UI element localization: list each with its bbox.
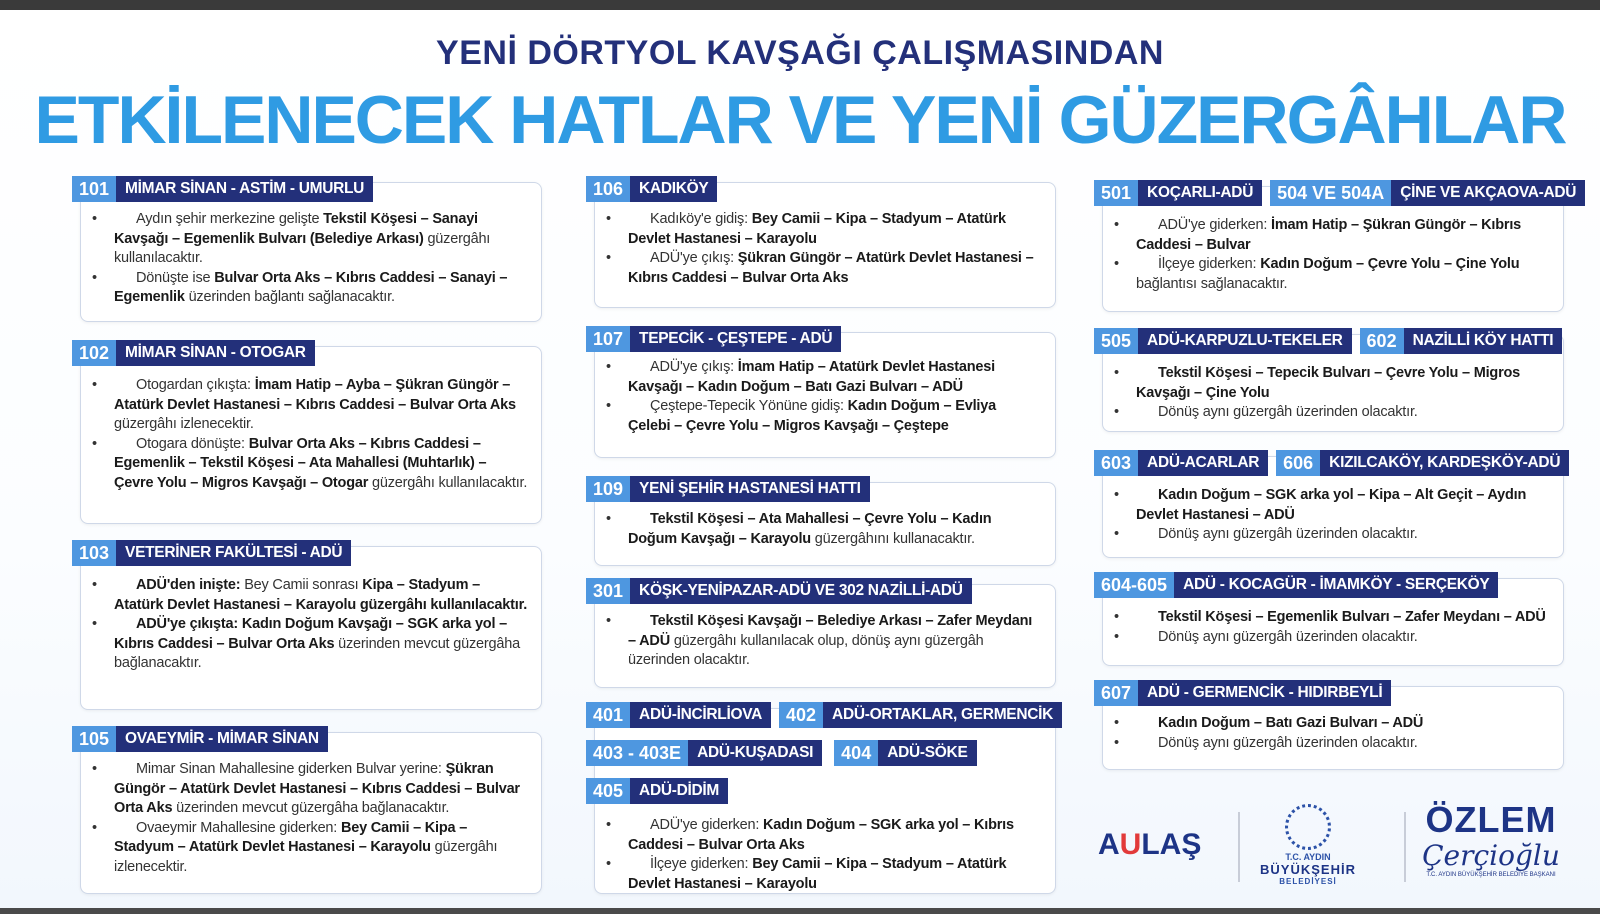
list-item: • Ovaeymir Mahallesine giderken: Bey Camii – Kipa – Stadyum – Atatürk Devlet Hastanesi – Karayolu güzergâhı izlenecektir.	[114, 819, 528, 878]
ozlem-cercioglu-logo: ÖZLEM Çerçioğlu T.C. AYDIN BÜYÜKŞEHİR BELEDİYE BAŞKANI	[1422, 799, 1560, 878]
route-tag-106: 106 KADIKÖY	[586, 176, 717, 202]
route-tag-602: 602 NAZİLLİ KÖY HATTI	[1360, 328, 1563, 354]
aulas-logo: AULAŞ	[1098, 828, 1202, 861]
route-body-109	[628, 510, 1042, 549]
list-item: • Tekstil Köşesi Kavşağı – Belediye Arkası – Zafer Meydanı – ADÜ güzergâhı kullanılacak olup, dönüş aynı güzergâh üzerinden olacaktır.	[628, 612, 1042, 671]
route-tag-603: 603 ADÜ-ACARLAR	[1094, 450, 1268, 476]
buyuksehir-logo: T.C. AYDIN BÜYÜKŞEHİR BELEDİYESİ	[1248, 800, 1368, 890]
route-tag-102: 102 MİMAR SİNAN - OTOGAR	[72, 340, 315, 366]
divider	[1404, 812, 1406, 882]
list-item: • ADÜ'ye çıkış: İmam Hatip – Atatürk Devlet Hastanesi Kavşağı – Kadın Doğum – Batı Gazi Bulvarı – ADÜ	[628, 358, 1042, 397]
route-body-603	[1136, 486, 1550, 545]
list-item: • Kadın Doğum – SGK arka yol – Kipa – Alt Geçit – Aydın Devlet Hastanesi – ADÜ	[1136, 486, 1550, 525]
top-bar	[0, 0, 1600, 10]
route-tag-606: 606 KIZILCAKÖY, KARDEŞKÖY-ADÜ	[1276, 450, 1569, 476]
list-item: • Tekstil Köşesi – Egemenlik Bulvarı – Zafer Meydanı – ADÜ	[1136, 608, 1550, 628]
route-body-405	[628, 816, 1042, 894]
route-tag-505: 505 ADÜ-KARPUZLU-TEKELER	[1094, 328, 1352, 354]
route-body-102	[114, 376, 528, 493]
route-body-301	[628, 612, 1042, 671]
list-item: • İlçeye giderken: Bey Camii – Kipa – Stadyum – Atatürk Devlet Hastanesi – Karayolu	[628, 855, 1042, 894]
route-body-604-605	[1136, 608, 1550, 647]
list-item: • Tekstil Köşesi – Tepecik Bulvarı – Çevre Yolu – Migros Kavşağı – Çine Yolu	[1136, 364, 1550, 403]
list-item: • Otogardan çıkışta: İmam Hatip – Ayba – Şükran Güngör – Atatürk Devlet Hastanesi – Kıbrıs Caddesi – Bulvar Orta Aks güzergâhı izlenecektir.	[114, 376, 528, 435]
list-item: • Aydın şehir merkezine gelişte Tekstil Köşesi – Sanayi Kavşağı – Egemenlik Bulvarı (Belediye Arkası) güzergâhı kullanılacaktır.	[114, 210, 528, 269]
bottom-bar	[0, 908, 1600, 914]
list-item: • Tekstil Köşesi – Ata Mahallesi – Çevre Yolu – Kadın Doğum Kavşağı – Karayolu güzergâhını kullanacaktır.	[628, 510, 1042, 549]
divider	[1238, 812, 1240, 882]
list-item: • ADÜ'ye giderken: İmam Hatip – Şükran Güngör – Kıbrıs Caddesi – Bulvar	[1136, 216, 1550, 255]
route-tag-404: 404 ADÜ-SÖKE	[834, 740, 976, 766]
route-tag-501: 501 KOÇARLI-ADÜ	[1094, 180, 1262, 206]
footer-logos	[1098, 800, 1568, 890]
list-item: • ADÜ'ye giderken: Kadın Doğum – SGK arka yol – Kıbrıs Caddesi – Bulvar Orta Aks	[628, 816, 1042, 855]
route-body-505	[1136, 364, 1550, 423]
list-item: • Dönüş aynı güzergâh üzerinden olacaktır.	[1136, 403, 1550, 423]
route-body-607	[1136, 714, 1550, 753]
list-item: • Kadın Doğum – Batı Gazi Bulvarı – ADÜ	[1136, 714, 1550, 734]
route-tag-504: 504 VE 504A ÇİNE VE AKÇAOVA-ADÜ	[1270, 180, 1585, 206]
route-tag-301: 301 KÖŞK-YENİPAZAR-ADÜ VE 302 NAZİLLİ-ADÜ	[586, 578, 972, 604]
route-number: 101	[72, 176, 116, 202]
route-tag-105: 105 OVAEYMİR - MİMAR SİNAN	[72, 726, 328, 752]
route-body-101	[114, 210, 528, 308]
route-tag-401: 401 ADÜ-İNCİRLİOVA	[586, 702, 771, 728]
list-item: • ADÜ'ye çıkışta: Kadın Doğum Kavşağı – SGK arka yol – Kıbrıs Caddesi – Bulvar Orta Aks üzerinden mevcut güzergâha bağlanacaktır.	[114, 615, 528, 674]
route-tag-405: 405 ADÜ-DİDİM	[586, 778, 728, 804]
route-tag-403: 403 - 403E ADÜ-KUŞADASI	[586, 740, 822, 766]
route-name: MİMAR SİNAN - ASTİM - UMURLU	[125, 180, 365, 197]
page-subtitle: YENİ DÖRTYOL KAVŞAĞI ÇALIŞMASINDAN	[436, 34, 1164, 72]
route-body-105	[114, 760, 528, 877]
route-tag-604-605: 604-605 ADÜ - KOCAGÜR - İMAMKÖY - SERÇEKÖY	[1094, 572, 1498, 598]
page-title: ETKİLENECEK HATLAR VE YENİ GÜZERGÂHLAR	[34, 82, 1566, 158]
list-item: • Dönüşte ise Bulvar Orta Aks – Kıbrıs Caddesi – Sanayi – Egemenlik üzerinden bağlantı sağlanacaktır.	[114, 269, 528, 308]
route-body-501	[1136, 216, 1550, 294]
list-item: • ADÜ'den inişte: Bey Camii sonrası Kipa – Stadyum – Atatürk Devlet Hastanesi – Karayolu güzergâhı kullanılacaktır.	[114, 576, 528, 615]
route-tag-107: 107 TEPECİK - ÇEŞTEPE - ADÜ	[586, 326, 841, 352]
route-tag-101	[72, 176, 373, 202]
route-tag-607: 607 ADÜ - GERMENCİK - HIDIRBEYLİ	[1094, 680, 1391, 706]
list-item: • Otogara dönüşte: Bulvar Orta Aks – Kıbrıs Caddesi – Egemenlik – Tekstil Köşesi – Ata Mahallesi (Muhtarlık) – Çevre Yolu – Migros Kavşağı – Otogar güzergâhı kullanılacaktır.	[114, 435, 528, 494]
list-item: • Kadıköy'e gidiş: Bey Camii – Kipa – Stadyum – Atatürk Devlet Hastanesi – Karayolu	[628, 210, 1042, 249]
route-body-107	[628, 358, 1042, 436]
list-item: • İlçeye giderken: Kadın Doğum – Çevre Yolu – Çine Yolu bağlantısı sağlanacaktır.	[1136, 255, 1550, 294]
list-item: • ADÜ'ye çıkış: Şükran Güngör – Atatürk Devlet Hastanesi – Kıbrıs Caddesi – Bulvar Orta Aks	[628, 249, 1042, 288]
list-item: • Mimar Sinan Mahallesine giderken Bulvar yerine: Şükran Güngör – Atatürk Devlet Hastanesi – Kıbrıs Caddesi – Bulvar Orta Aks üzerinden mevcut güzergâha bağlanacaktır.	[114, 760, 528, 819]
list-item: • Dönüş aynı güzergâh üzerinden olacaktır.	[1136, 734, 1550, 754]
list-item: • Dönüş aynı güzergâh üzerinden olacaktır.	[1136, 628, 1550, 648]
route-body-106	[628, 210, 1042, 288]
route-tag-103: 103 VETERİNER FAKÜLTESİ - ADÜ	[72, 540, 351, 566]
route-tag-402: 402 ADÜ-ORTAKLAR, GERMENCİK	[779, 702, 1062, 728]
route-body-103	[114, 576, 528, 674]
list-item: • Dönüş aynı güzergâh üzerinden olacaktır.	[1136, 525, 1550, 545]
route-tag-109: 109 YENİ ŞEHİR HASTANESİ HATTI	[586, 476, 870, 502]
emblem-icon	[1285, 804, 1331, 850]
list-item: • Çeştepe-Tepecik Yönüne gidiş: Kadın Doğum – Evliya Çelebi – Çevre Yolu – Migros Kavşağı – Çeştepe	[628, 397, 1042, 436]
